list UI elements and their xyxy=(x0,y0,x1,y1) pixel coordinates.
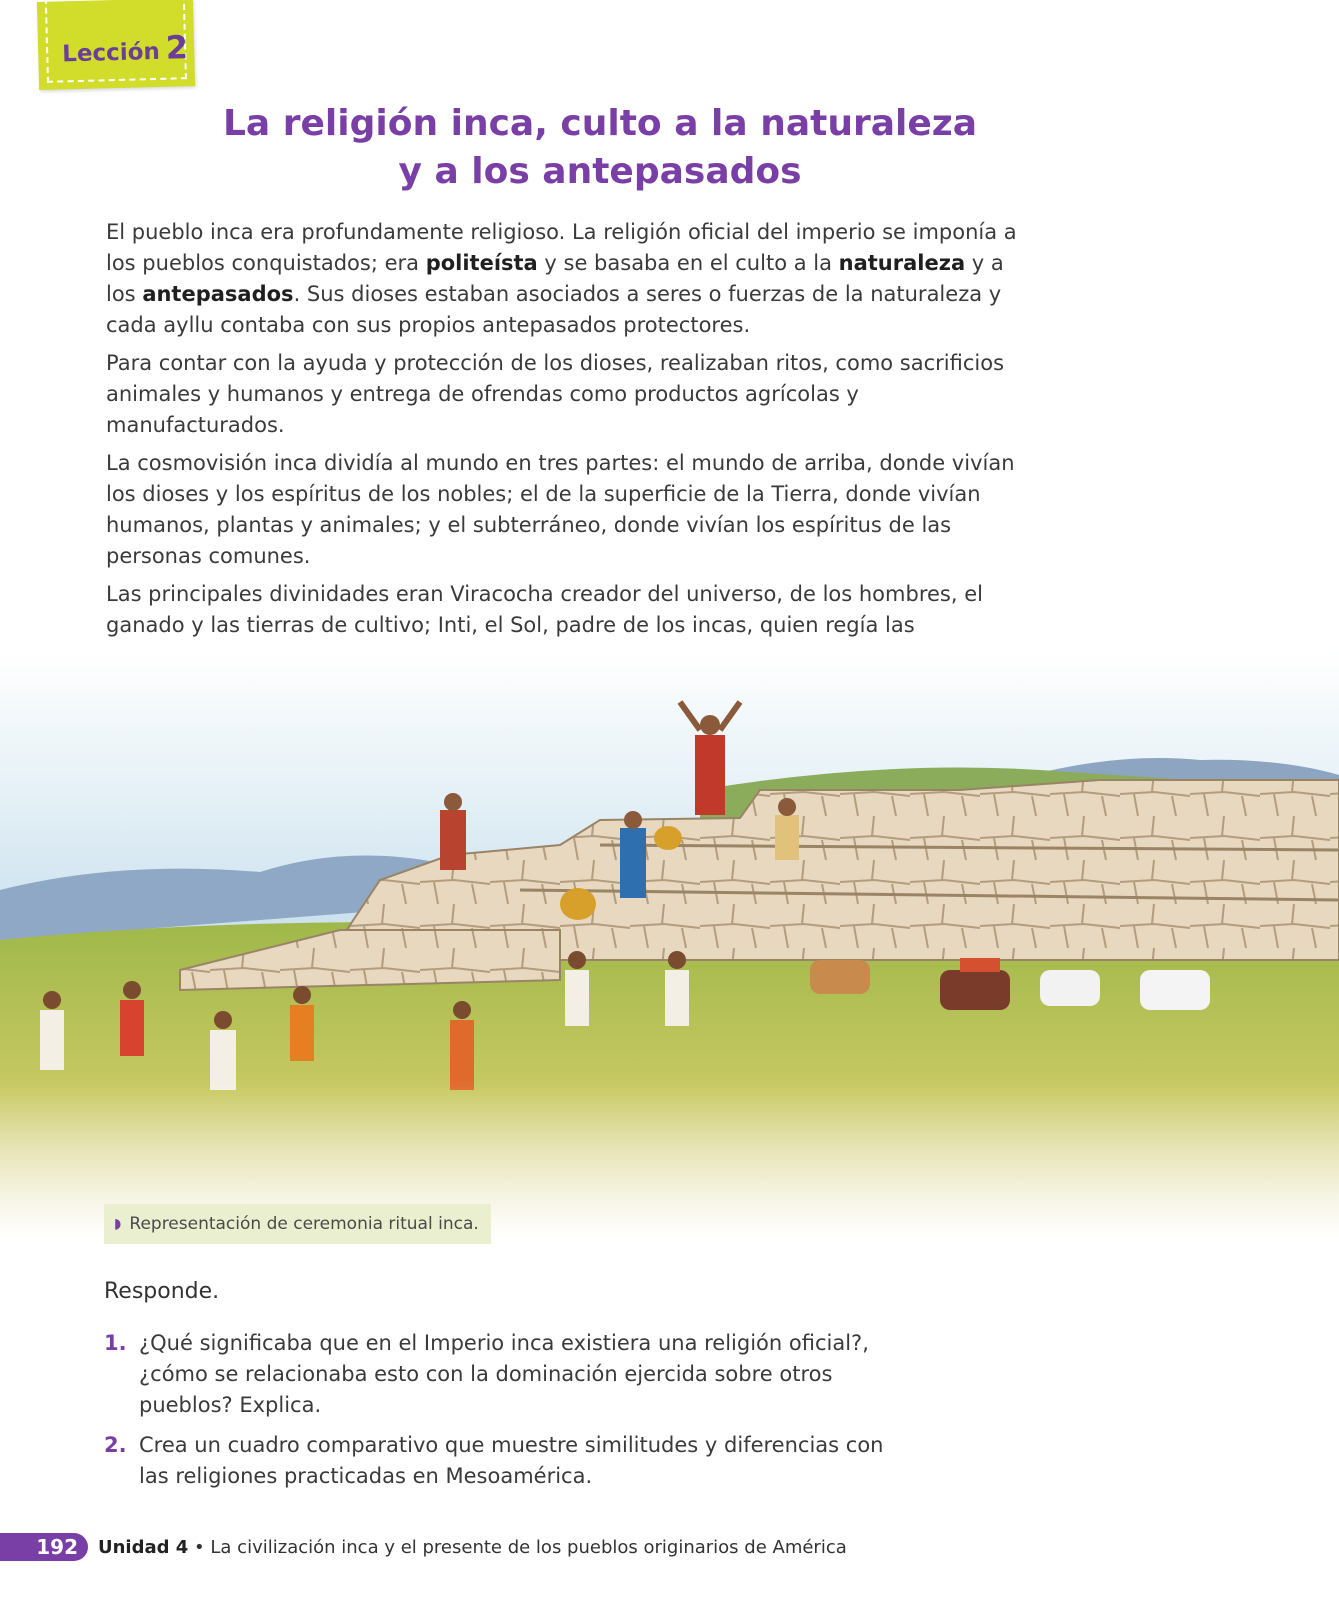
lesson-label xyxy=(62,28,189,69)
priest-3 xyxy=(775,815,799,860)
ceremony-scene-svg xyxy=(0,640,1339,1240)
dancer-4 xyxy=(290,1005,314,1061)
page-title xyxy=(150,100,1050,196)
dancer-4-head xyxy=(293,986,311,1004)
paragraph-2: Para contar con la ayuda y protección de los dioses, realizaban ritos, como sacrificios animales y humanos y entrega de ofrendas como productos agrícolas y manufacturados. xyxy=(106,351,1005,437)
ceremony-illustration xyxy=(0,640,1339,1240)
high-priest-head xyxy=(700,715,720,735)
golden-vessel-1 xyxy=(560,888,596,920)
llama-4 xyxy=(1140,970,1210,1010)
question-1-text: ¿Qué significaba que en el Imperio inca existiera una religión oficial?, ¿cómo se relacionaba esto con la dominación ejercida sobre otros pueblos? Explica. xyxy=(139,1331,869,1417)
dancer-2-head xyxy=(123,981,141,999)
priest-3-head xyxy=(778,798,796,816)
activity-heading: Responde. xyxy=(104,1279,220,1304)
page-footer xyxy=(0,1532,900,1562)
question-1 xyxy=(104,1328,884,1421)
paragraph-1-text-d: . Sus dioses estaban asociados a seres o fuerzas de la naturaleza y cada ayllu contaba con sus propios antepasados protectores. xyxy=(106,282,1002,337)
paragraph-1 xyxy=(106,217,1026,341)
question-2 xyxy=(104,1430,884,1492)
paragraph-1-text-c: y a los xyxy=(106,251,1004,306)
question-2-number: 2. xyxy=(104,1433,127,1457)
paragraph-1-text-b: y se basaba en el culto a la xyxy=(537,251,839,275)
priest-2 xyxy=(440,810,466,870)
term-politeista: politeísta xyxy=(425,251,538,275)
top-fade xyxy=(0,640,1339,700)
page-title-line-2: y a los antepasados xyxy=(398,151,802,192)
caption-marker-icon: ◗ xyxy=(114,1216,122,1232)
figure-caption xyxy=(104,1204,491,1244)
dancer-7-head xyxy=(668,951,686,969)
high-priest xyxy=(695,735,725,815)
llama-blanket xyxy=(960,958,1000,972)
llama-2 xyxy=(940,970,1010,1010)
paragraph-3: La cosmovisión inca dividía al mundo en tres partes: el mundo de arriba, donde vivían los dioses y los espíritus de los nobles; el de la superficie de la Tierra, donde vivían humanos, plantas y animales; y el subterráneo, donde vivían los espíritus de las personas comunes. xyxy=(106,451,1015,568)
paragraph-4: Las principales divinidades eran Viracocha creador del universo, de los hombres, el ganado y las tierras de cultivo; Inti, el Sol, padre de los incas, quien regía las xyxy=(106,582,983,637)
priest-1 xyxy=(620,828,646,898)
priest-1-head xyxy=(624,811,642,829)
unit-label: Unidad 4 xyxy=(98,1536,189,1558)
page-number: 192 xyxy=(0,1533,88,1561)
dancer-3-head xyxy=(214,1011,232,1029)
llama-1 xyxy=(810,960,870,994)
dancer-6-head xyxy=(568,951,586,969)
dancer-6 xyxy=(565,970,589,1026)
caption-text: Representación de ceremonia ritual inca. xyxy=(129,1214,479,1234)
llama-3 xyxy=(1040,970,1100,1006)
lesson-number: 2 xyxy=(165,28,189,67)
dancer-1-head xyxy=(43,991,61,1009)
dancer-5 xyxy=(450,1020,474,1090)
term-naturaleza: naturaleza xyxy=(838,251,966,275)
paragraph-1-text-a: El pueblo inca era profundamente religioso. La religión oficial del imperio se imponía a los pueblos conquistados; era xyxy=(106,220,1017,275)
golden-vessel-2 xyxy=(654,826,682,850)
dancer-1 xyxy=(40,1010,64,1070)
unit-info xyxy=(98,1537,847,1558)
dancer-2 xyxy=(120,1000,144,1056)
unit-title: La civilización inca y el presente de los pueblos originarios de América xyxy=(210,1536,847,1558)
lesson-tab xyxy=(37,0,195,90)
question-1-number: 1. xyxy=(104,1331,127,1355)
dancer-5-head xyxy=(453,1001,471,1019)
page-title-line-1: La religión inca, culto a la naturaleza xyxy=(222,103,977,144)
priest-2-head xyxy=(444,793,462,811)
term-antepasados: antepasados xyxy=(142,282,294,306)
unit-separator: • xyxy=(194,1536,205,1558)
lesson-label-text: Lección xyxy=(61,38,161,68)
dancer-7 xyxy=(665,970,689,1026)
question-2-text: Crea un cuadro comparativo que muestre similitudes y diferencias con las religiones practicadas en Mesoamérica. xyxy=(139,1433,884,1488)
